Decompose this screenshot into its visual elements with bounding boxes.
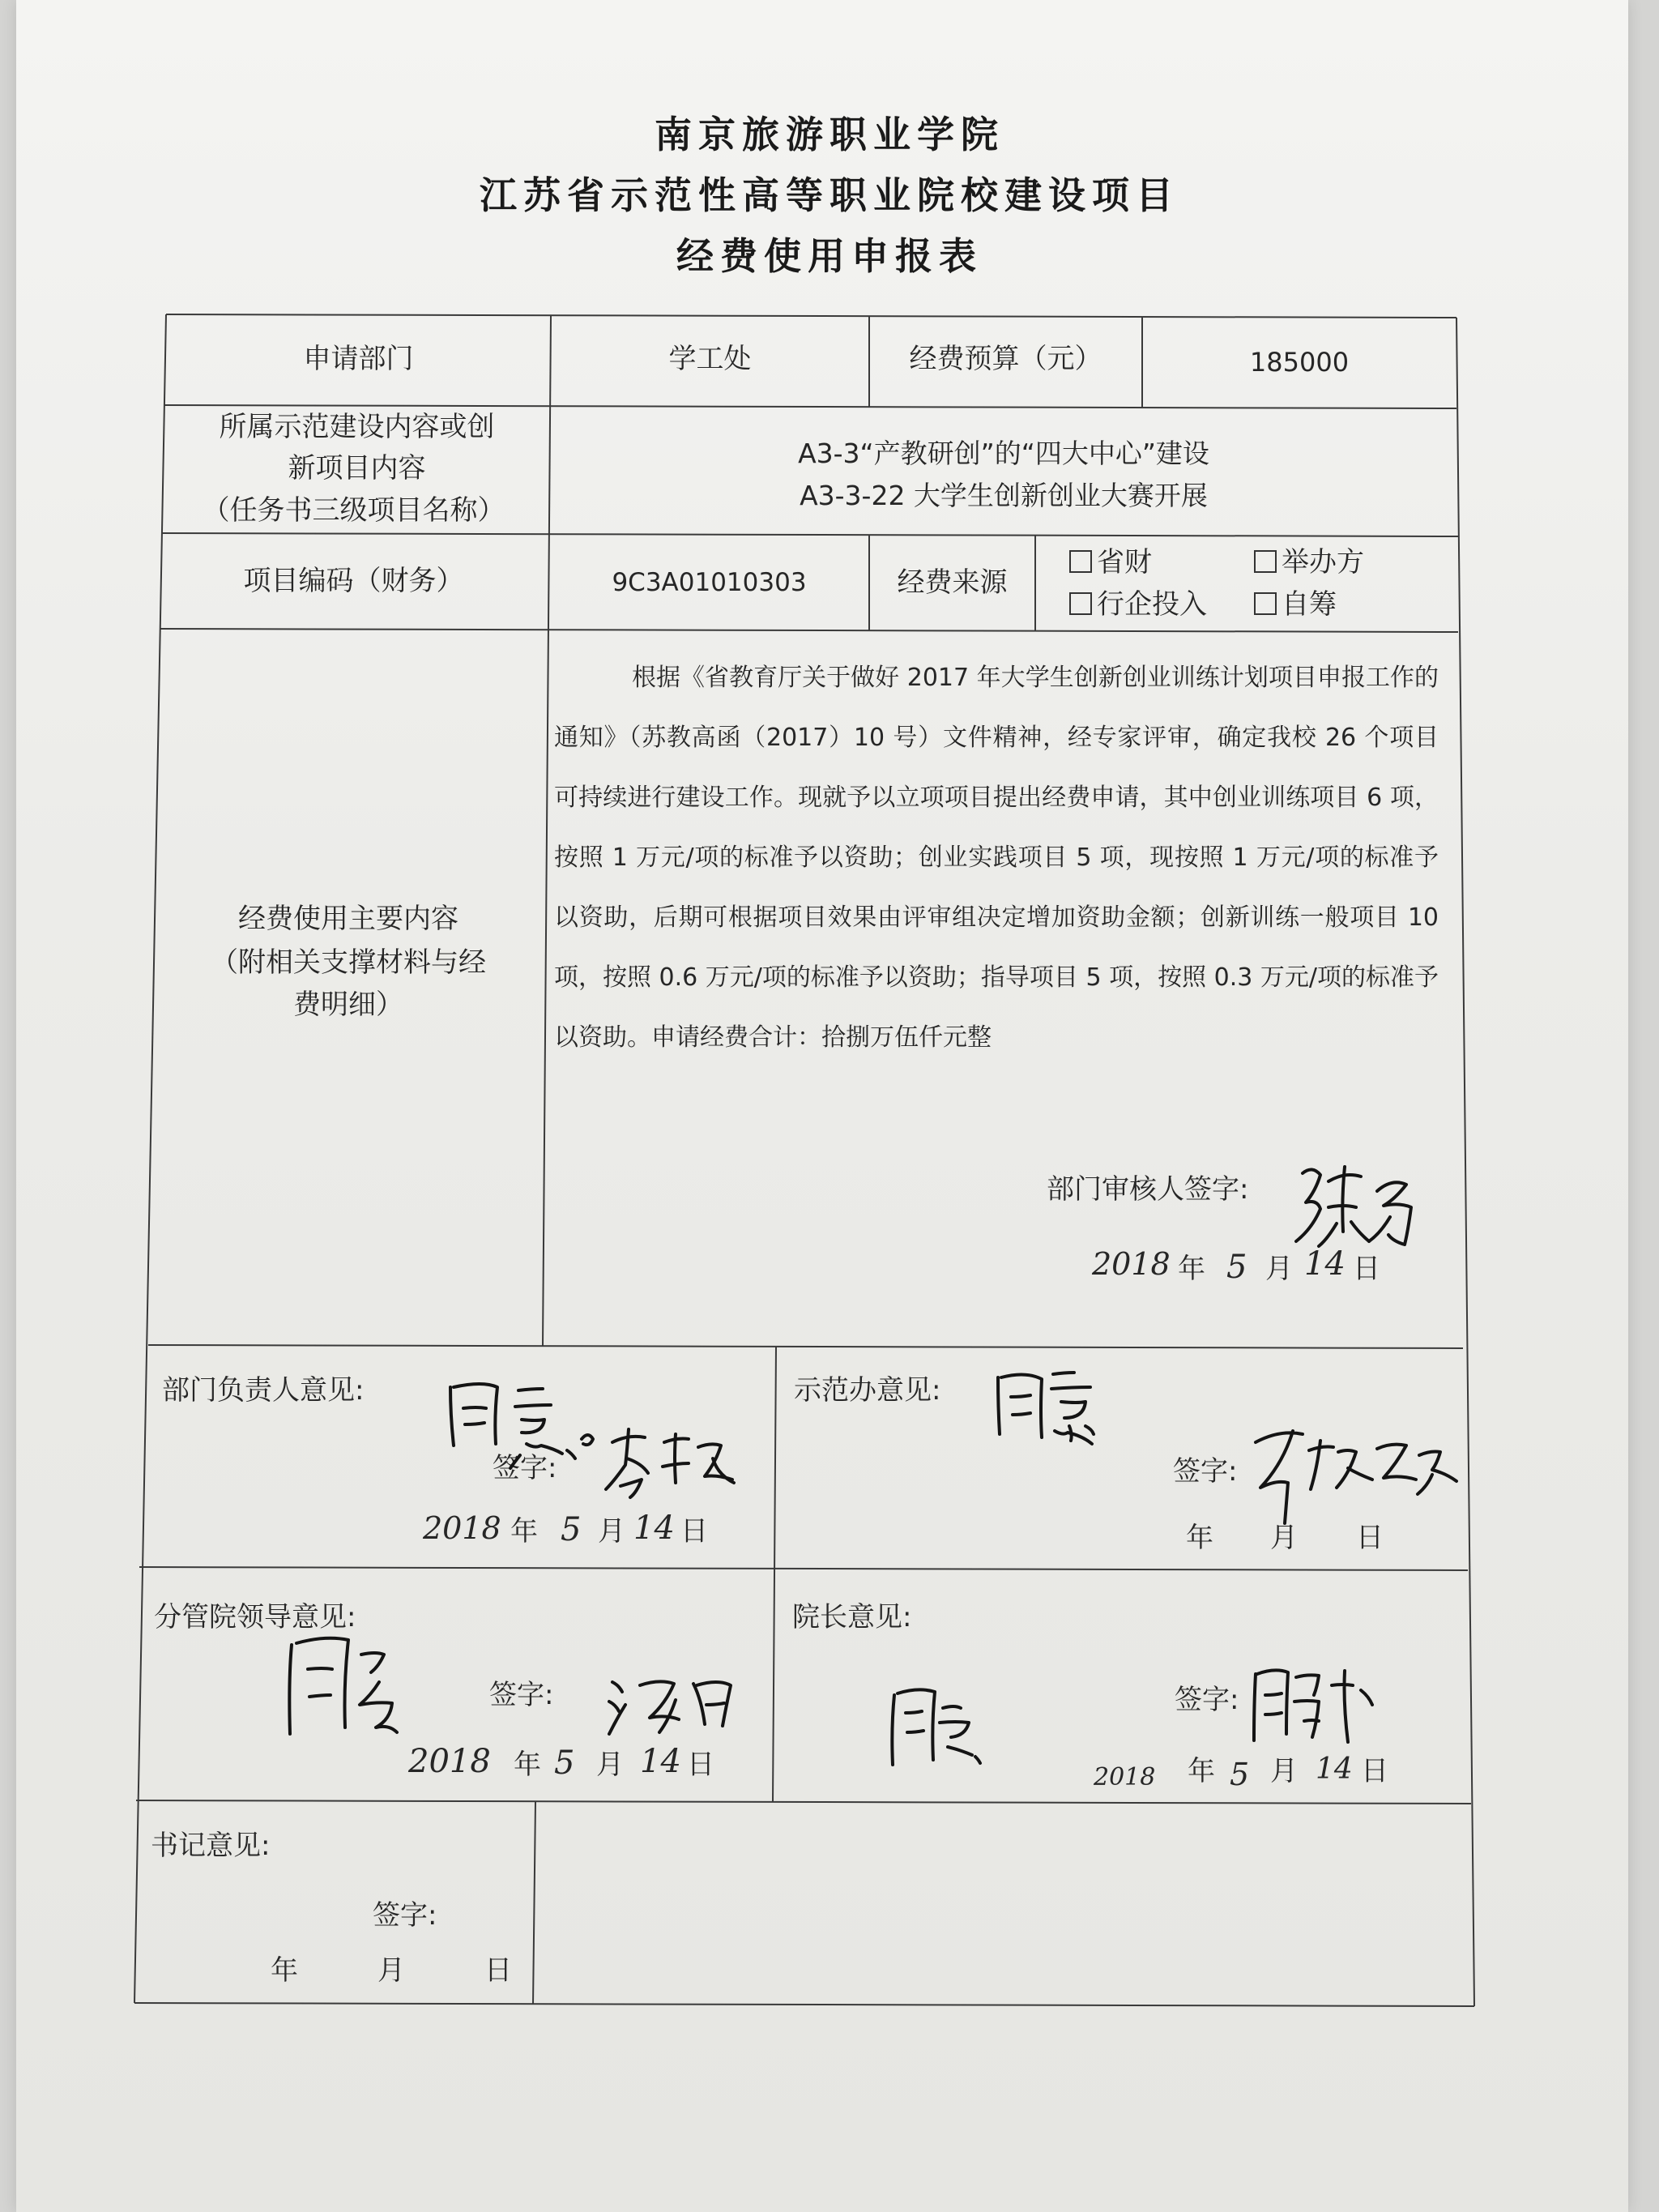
dept-head-date-year-unit: 年: [510, 1515, 538, 1548]
project-content-label-2: 新项目内容: [288, 452, 426, 485]
project-content-label-3: （任务书三级项目名称）: [202, 494, 505, 527]
demo-office-date-day-unit: 日: [1356, 1522, 1384, 1554]
reviewer-date-month: 5: [1226, 1249, 1247, 1286]
project-code-label: 项目编码（财务）: [243, 565, 464, 597]
president-date-year-unit: 年: [1188, 1755, 1215, 1787]
reviewer-sign-label: 部门审核人签字:: [1047, 1173, 1249, 1206]
vice-leader-handwritten-opinion: [289, 1638, 397, 1734]
dept-head-date-day-unit: 日: [680, 1515, 708, 1548]
title-project: 江苏省示范性高等职业院校建设项目: [480, 173, 1179, 217]
usage-label-2: （附相关支撑材料与经: [211, 946, 486, 979]
budget-value: 185000: [1249, 347, 1350, 378]
reviewer-date-year: 2018: [1092, 1246, 1171, 1282]
vice-leader-signature: [609, 1681, 731, 1734]
demo-office-date-year-unit: 年: [1186, 1522, 1213, 1554]
vice-leader-date-month-unit: 月: [596, 1749, 624, 1781]
demo-office-sign-label: 签字:: [1173, 1455, 1238, 1488]
president-signature: [1254, 1670, 1372, 1742]
project-content-value-1: A3-3“产教研创”的“四大中心”建设: [798, 438, 1209, 469]
title-form: 经费使用申报表: [676, 234, 983, 278]
president-opinion-label: 院长意见:: [792, 1601, 912, 1633]
usage-label-1: 经费使用主要内容: [238, 903, 458, 935]
demo-office-opinion-label: 示范办意见:: [794, 1374, 941, 1407]
secretary-opinion-label: 书记意见:: [151, 1830, 271, 1862]
title-school: 南京旅游职业学院: [655, 113, 1004, 156]
source-option-provincial[interactable]: 省财: [1069, 544, 1152, 580]
secretary-date-month-unit: 月: [377, 1954, 405, 1987]
dept-head-date-year: 2018: [423, 1510, 501, 1546]
source-option-organizer[interactable]: 举办方: [1254, 544, 1364, 580]
vice-leader-date-day-unit: 日: [687, 1749, 714, 1781]
president-date-month: 5: [1230, 1757, 1250, 1792]
vice-leader-sign-label: 签字:: [489, 1679, 554, 1711]
dept-value: 学工处: [668, 343, 752, 375]
dept-head-sign-label: 签字:: [493, 1452, 557, 1484]
vice-leader-opinion-label: 分管院领导意见:: [154, 1601, 356, 1633]
dept-head-handwritten-opinion: [450, 1384, 593, 1468]
funding-source-label: 经费来源: [897, 566, 1008, 599]
president-date-year: 2018: [1094, 1763, 1156, 1791]
reviewer-date-month-unit: 月: [1265, 1253, 1293, 1285]
vice-leader-date-month: 5: [554, 1744, 575, 1782]
dept-label: 申请部门: [303, 343, 414, 375]
secretary-date-day-unit: 日: [484, 1954, 512, 1987]
president-date-month-unit: 月: [1270, 1755, 1298, 1787]
dept-head-date-month-unit: 月: [598, 1515, 625, 1548]
president-date-day-unit: 日: [1361, 1755, 1388, 1787]
vice-leader-date-year: 2018: [408, 1743, 491, 1780]
dept-head-opinion-label: 部门负责人意见:: [162, 1374, 365, 1407]
dept-head-signature: [606, 1429, 734, 1497]
source-option-industry[interactable]: 行企投入: [1069, 587, 1207, 622]
budget-label: 经费预算（元）: [909, 343, 1102, 375]
demo-office-signature: [1256, 1431, 1456, 1523]
source-option-self[interactable]: 自筹: [1254, 587, 1337, 622]
usage-label-3: 费明细）: [293, 989, 403, 1021]
demo-office-date-month-unit: 月: [1270, 1522, 1298, 1554]
president-date-day: 14: [1316, 1753, 1353, 1786]
project-code-value: 9C3A01010303: [612, 568, 807, 597]
president-handwritten-opinion: [892, 1689, 980, 1765]
demo-office-handwritten-opinion: [998, 1373, 1094, 1444]
reviewer-signature: [1296, 1167, 1411, 1246]
project-content-label-1: 所属示范建设内容或创: [219, 411, 495, 443]
secretary-sign-label: 签字:: [373, 1899, 437, 1932]
reviewer-date-day: 14: [1304, 1245, 1346, 1283]
secretary-date-year-unit: 年: [271, 1954, 298, 1987]
vice-leader-date-year-unit: 年: [514, 1749, 541, 1781]
reviewer-date-year-unit: 年: [1178, 1253, 1205, 1285]
project-content-value-2: A3-3-22 大学生创新创业大赛开展: [800, 480, 1208, 511]
usage-content: 根据《省教育厅关于做好 2017 年大学生创新创业训练计划项目申报工作的通知》（苏教高函（2017）10 号）文件精神，经专家评审，确定我校 26 个项目可持续进行建设工作。现就予以立项项目提出经费申请，其中创业训练项目 6 项，按照 1 万元/项的标准予以资助；创业实践项目 5 项，现按照 1 万元/项的标准予以资助，后期可根据项目效果由评审组决定增加资助金额；创新训练一般项目 10 项，按照 0.6 万元/项的标准予以资助；指导项目 5 项，按照 0.3 万元/项的标准予以资助。申请经费合计：拾捌万伍仟元整: [554, 664, 1439, 1052]
dept-head-date-month: 5: [561, 1511, 582, 1548]
reviewer-date-day-unit: 日: [1353, 1253, 1380, 1285]
president-sign-label: 签字:: [1175, 1684, 1239, 1716]
dept-head-date-day: 14: [633, 1510, 675, 1547]
vice-leader-date-day: 14: [640, 1743, 681, 1780]
